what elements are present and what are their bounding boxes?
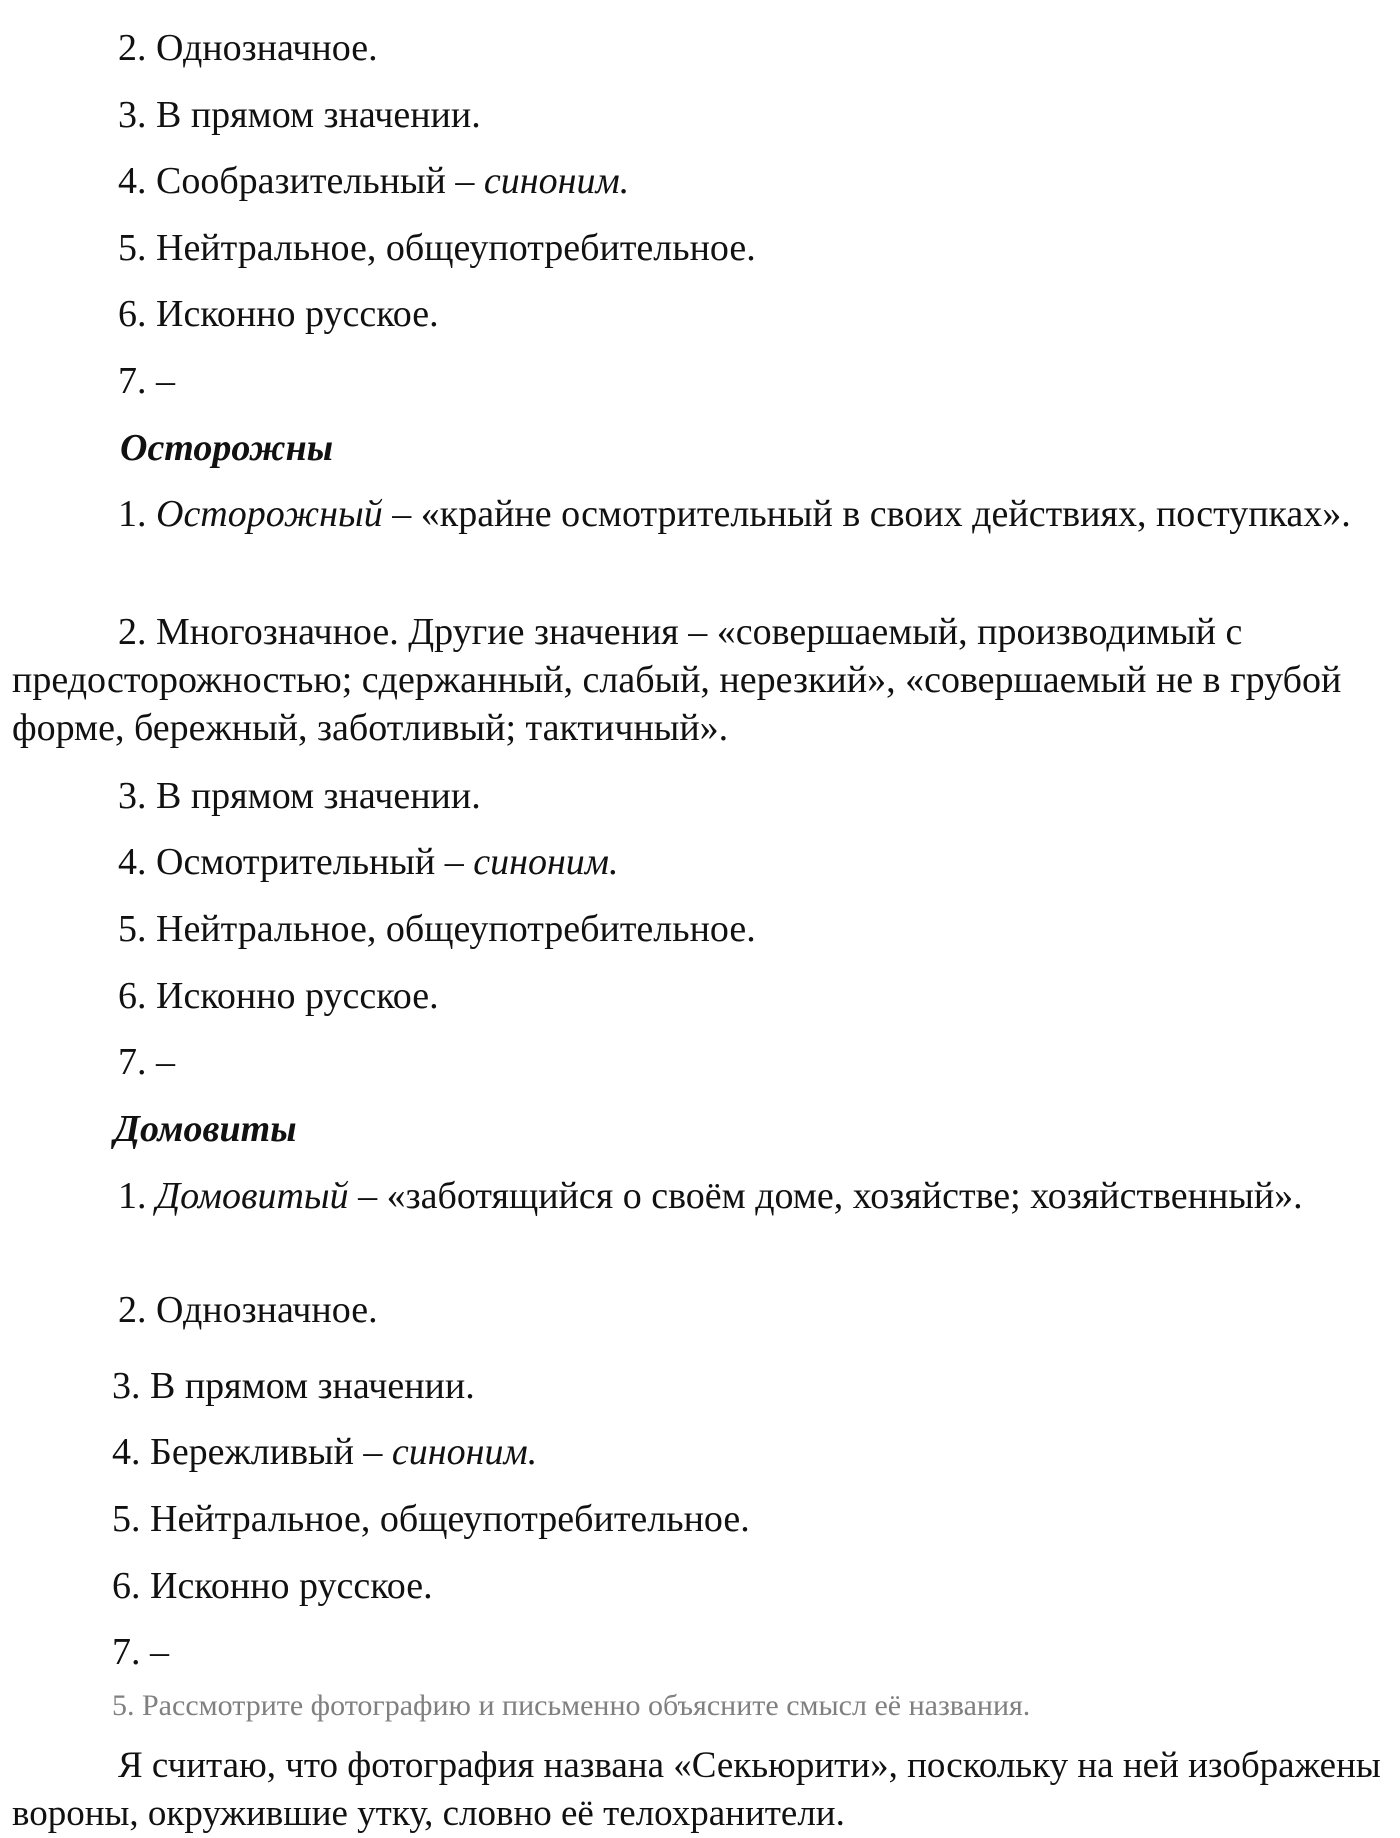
block3-item-6: 6. Исконно русское. [112,1565,433,1607]
block3-item-4 [112,1428,537,1476]
block3-item-1-num: 1. [118,1175,156,1217]
block3-item-4-tag: синоним. [391,1431,538,1473]
block1-item-6: 6. Исконно русское. [118,293,439,335]
block1-item-4-word: 4. Сообразительный – [118,160,484,202]
block2-item-4-word: 4. Осмотрительный – [118,841,474,883]
block2-item-1-num: 1. [118,493,156,535]
block3-item-4-word: 4. Бережливый – [112,1431,392,1473]
block1-item-4-tag: синоним. [483,160,630,202]
block3-heading: Домовиты [114,1108,297,1150]
block2-item-4 [118,838,619,886]
block3-item-1-rest: – «заботящийся о своём доме, хозяйстве; хозяйственный». [348,1175,1303,1217]
block3-item-7: 7. – [112,1631,169,1673]
block2-item-3: 3. В прямом значении. [118,775,481,817]
block3-item-1-word: Домовитый [156,1175,349,1217]
block2-item-7: 7. – [118,1041,175,1083]
block2-item-6: 6. Исконно русское. [118,975,439,1017]
block1-item-7: 7. – [118,360,175,402]
block3-item-3: 3. В прямом значении. [112,1365,475,1407]
task-5-answer: Я считаю, что фотография названа «Секьюрити», поскольку на ней изображены вороны, окружившие утку, словно её телохранители. [12,1745,1381,1834]
block2-item-1-rest: – «крайне осмотрительный в своих действиях, поступках». [382,493,1351,535]
block1-item-2: 2. Однозначное. [118,27,378,69]
block1-item-4 [118,157,629,205]
block2-item-5: 5. Нейтральное, общеупотребительное. [118,908,756,950]
task-5-prompt: 5. Рассмотрите фотографию и письменно объясните смысл её названия. [112,1689,1031,1722]
block2-item-1-word: Осторожный [156,493,383,535]
block2-item-1 [12,490,1392,538]
block1-item-5: 5. Нейтральное, общеупотребительное. [118,227,756,269]
block2-heading: Осторожны [120,427,334,469]
block1-item-3: 3. В прямом значении. [118,94,481,136]
block3-item-2: 2. Однозначное. [118,1289,378,1331]
block3-item-1 [12,1172,1392,1220]
block2-item-2: 2. Многозначное. Другие значения – «совершаемый, производимый с предосторожностью; сдержанный, слабый, нерезкий», «совершаемый не в грубой форме, бережный, заботливый; тактичный». [12,611,1342,749]
block3-item-5: 5. Нейтральное, общеупотребительное. [112,1498,750,1540]
block2-item-4-tag: синоним. [473,841,619,883]
